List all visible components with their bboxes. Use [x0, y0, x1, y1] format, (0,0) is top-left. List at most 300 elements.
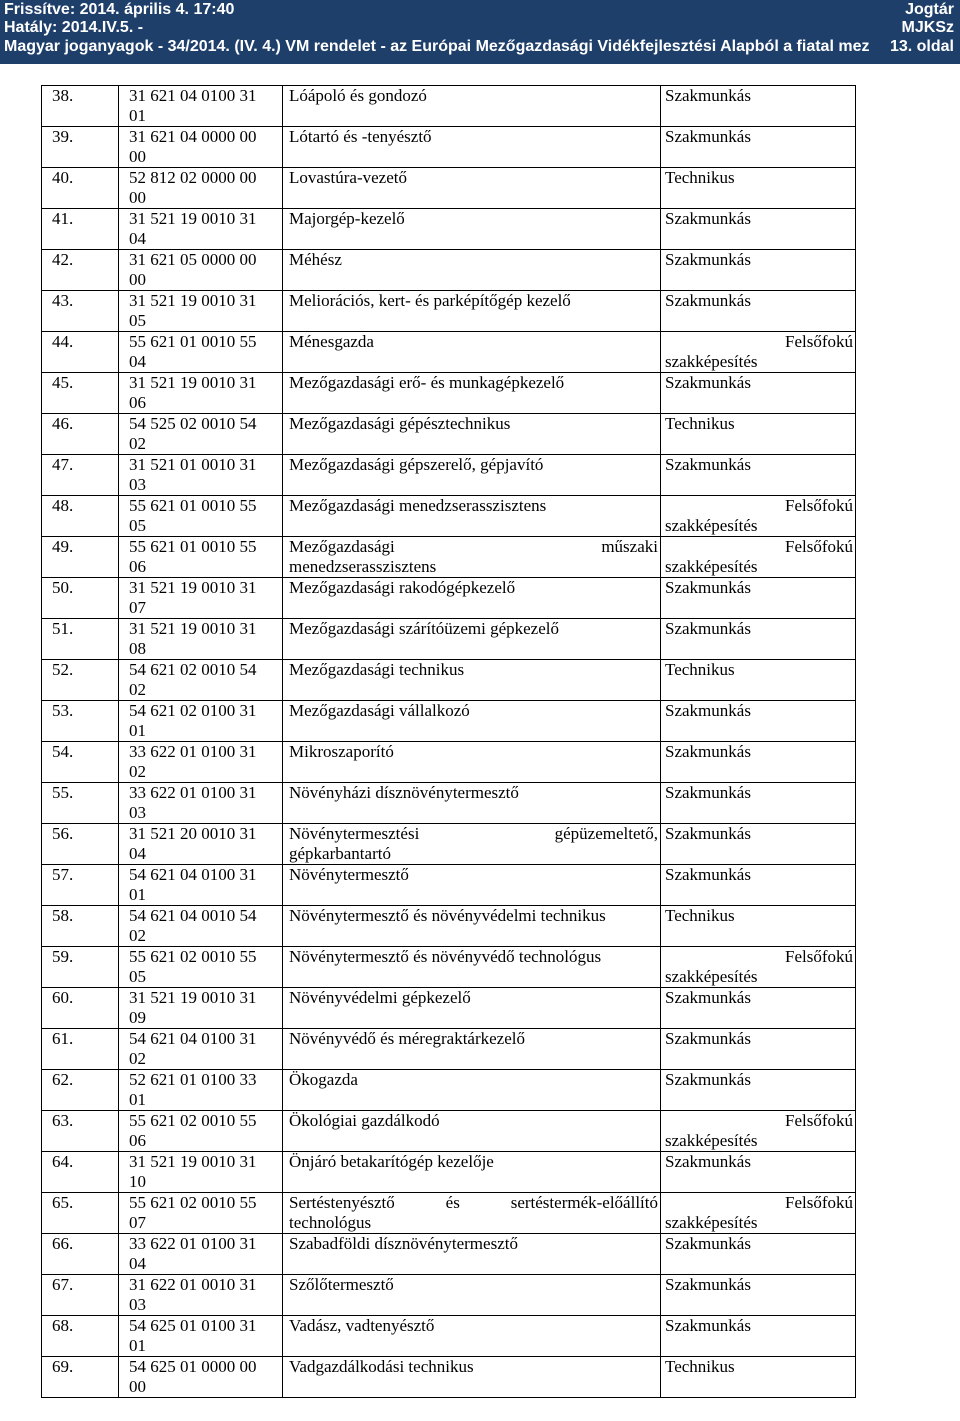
level-line-1: Szakmunkás: [665, 1275, 751, 1294]
level-line-1: Szakmunkás: [665, 1316, 751, 1335]
qualification-name: [283, 455, 661, 496]
table-row: [42, 86, 856, 127]
code-line-2: 04: [129, 229, 146, 248]
qualification-level: [661, 906, 856, 947]
table-row: [42, 455, 856, 496]
qualification-code: [119, 86, 283, 127]
level-line-2: szakképesítés: [665, 1213, 758, 1232]
row-number: 55.: [42, 783, 119, 824]
level-line-2: szakképesítés: [665, 516, 758, 535]
row-number: 62.: [42, 1070, 119, 1111]
document-title: Magyar joganyagok - 34/2014. (IV. 4.) VM rendelet - az Európai Mezőgazdasági Vidékfejlesztési Alapból a fiatal mez: [4, 38, 870, 55]
row-number: 60.: [42, 988, 119, 1029]
qualification-name: [283, 1234, 661, 1275]
row-number: 39.: [42, 127, 119, 168]
qualification-code: [119, 660, 283, 701]
code-line-1: 55 621 02 0010 55: [129, 947, 257, 966]
table-row: [42, 783, 856, 824]
qualification-code: [119, 496, 283, 537]
collection-name: MJKSz: [901, 19, 954, 36]
qualification-name: [283, 824, 661, 865]
code-line-1: 52 621 01 0100 33: [129, 1070, 257, 1089]
qualification-code: [119, 742, 283, 783]
level-line-1: Szakmunkás: [665, 373, 751, 392]
code-line-1: 54 621 02 0010 54: [129, 660, 257, 679]
qualification-level: [661, 947, 856, 988]
code-line-2: 06: [129, 393, 146, 412]
qualification-name: [283, 332, 661, 373]
level-line-1: Szakmunkás: [665, 701, 751, 720]
page-header: [0, 0, 960, 64]
qualification-level: [661, 1357, 856, 1398]
qualification-level: [661, 824, 856, 865]
table-row: [42, 1029, 856, 1070]
qualification-name: [283, 1275, 661, 1316]
qualification-code: [119, 1152, 283, 1193]
level-line-1: Szakmunkás: [665, 742, 751, 761]
code-line-2: 05: [129, 516, 146, 535]
code-line-1: 54 625 01 0000 00: [129, 1357, 257, 1376]
qualification-name: [283, 906, 661, 947]
code-line-2: 08: [129, 639, 146, 658]
table-row: [42, 578, 856, 619]
name-line-1: Vadász, vadtenyésztő: [289, 1316, 435, 1335]
qualification-level: [661, 496, 856, 537]
qualification-name: [283, 291, 661, 332]
code-line-1: 31 521 19 0010 31: [129, 578, 257, 597]
qualification-name: [283, 1316, 661, 1357]
row-number: 46.: [42, 414, 119, 455]
name-line-1: Mikroszaporító: [289, 742, 394, 761]
code-line-1: 55 621 01 0010 55: [129, 496, 257, 515]
level-line-1: Szakmunkás: [665, 291, 751, 310]
qualification-level: [661, 783, 856, 824]
code-line-2: 01: [129, 885, 146, 904]
qualification-name: [283, 86, 661, 127]
name-line-1: Szőlőtermesztő: [289, 1275, 394, 1294]
qualification-code: [119, 1316, 283, 1357]
level-line-1: Felsőfokú: [785, 947, 853, 966]
name-line-1: Mezőgazdasági műszaki: [289, 537, 658, 556]
table-row: [42, 1111, 856, 1152]
code-line-2: 01: [129, 1090, 146, 1109]
qualification-name: [283, 660, 661, 701]
code-line-2: 00: [129, 1377, 146, 1396]
name-line-1: Mezőgazdasági erő- és munkagépkezelő: [289, 373, 565, 392]
table-row: [42, 1070, 856, 1111]
level-line-1: Szakmunkás: [665, 783, 751, 802]
name-line-1: Szabadföldi dísznövénytermesztő: [289, 1234, 518, 1253]
qualification-code: [119, 947, 283, 988]
row-number: 48.: [42, 496, 119, 537]
row-number: 66.: [42, 1234, 119, 1275]
qualification-name: [283, 947, 661, 988]
qualification-code: [119, 1070, 283, 1111]
level-line-1: Felsőfokú: [785, 332, 853, 351]
table-row: [42, 1316, 856, 1357]
code-line-2: 04: [129, 844, 146, 863]
level-line-1: Szakmunkás: [665, 250, 751, 269]
code-line-2: 04: [129, 1254, 146, 1273]
level-line-2: szakképesítés: [665, 1131, 758, 1150]
level-line-1: Szakmunkás: [665, 988, 751, 1007]
code-line-2: 06: [129, 557, 146, 576]
qualification-name: [283, 127, 661, 168]
qualification-name: [283, 1029, 661, 1070]
qualification-code: [119, 824, 283, 865]
name-line-1: Mezőgazdasági gépszerelő, gépjavító: [289, 455, 544, 474]
name-line-1: Sertéstenyésztő és sertéstermék-előállító: [289, 1193, 658, 1212]
row-number: 69.: [42, 1357, 119, 1398]
qualification-name: [283, 988, 661, 1029]
code-line-1: 31 521 19 0010 31: [129, 291, 257, 310]
qualification-level: [661, 619, 856, 660]
row-number: 49.: [42, 537, 119, 578]
row-number: 56.: [42, 824, 119, 865]
name-line-1: Növénytermesztési gépüzemeltető,: [289, 824, 658, 843]
code-line-2: 05: [129, 311, 146, 330]
name-line-1: Mezőgazdasági gépésztechnikus: [289, 414, 511, 433]
level-line-1: Technikus: [665, 168, 735, 187]
qualification-name: [283, 1193, 661, 1234]
qualification-code: [119, 988, 283, 1029]
qualification-code: [119, 578, 283, 619]
qualification-level: [661, 291, 856, 332]
code-line-2: 07: [129, 598, 146, 617]
name-line-1: Méhész: [289, 250, 342, 269]
row-number: 57.: [42, 865, 119, 906]
table-row: [42, 988, 856, 1029]
row-number: 52.: [42, 660, 119, 701]
qualification-code: [119, 373, 283, 414]
level-line-1: Felsőfokú: [785, 1193, 853, 1212]
qualification-level: [661, 578, 856, 619]
code-line-2: 02: [129, 680, 146, 699]
qualification-level: [661, 742, 856, 783]
level-line-1: Technikus: [665, 660, 735, 679]
row-number: 65.: [42, 1193, 119, 1234]
code-line-1: 54 621 04 0010 54: [129, 906, 257, 925]
row-number: 44.: [42, 332, 119, 373]
code-line-1: 55 621 01 0010 55: [129, 537, 257, 556]
level-line-2: szakképesítés: [665, 352, 758, 371]
name-line-2: technológus: [289, 1213, 372, 1232]
table-row: [42, 127, 856, 168]
qualification-name: [283, 496, 661, 537]
name-line-1: Önjáró betakarítógép kezelője: [289, 1152, 494, 1171]
qualification-code: [119, 168, 283, 209]
table-row: [42, 537, 856, 578]
code-line-2: 09: [129, 1008, 146, 1027]
code-line-2: 03: [129, 803, 146, 822]
level-line-1: Szakmunkás: [665, 86, 751, 105]
table-row: [42, 1275, 856, 1316]
level-line-1: Szakmunkás: [665, 1234, 751, 1253]
code-line-2: 01: [129, 106, 146, 125]
code-line-1: 54 621 04 0100 31: [129, 1029, 257, 1048]
code-line-1: 33 622 01 0100 31: [129, 1234, 257, 1253]
qualification-code: [119, 1357, 283, 1398]
qualification-level: [661, 209, 856, 250]
qualification-name: [283, 250, 661, 291]
qualification-code: [119, 619, 283, 660]
code-line-1: 54 621 02 0100 31: [129, 701, 257, 720]
qualification-code: [119, 1275, 283, 1316]
level-line-1: Szakmunkás: [665, 1029, 751, 1048]
name-line-1: Vadgazdálkodási technikus: [289, 1357, 474, 1376]
code-line-2: 01: [129, 1336, 146, 1355]
code-line-1: 31 521 19 0010 31: [129, 619, 257, 638]
name-line-1: Meliorációs, kert- és parképítőgép kezelő: [289, 291, 571, 310]
row-number: 61.: [42, 1029, 119, 1070]
code-line-2: 01: [129, 721, 146, 740]
level-line-1: Felsőfokú: [785, 496, 853, 515]
name-line-1: Növényvédelmi gépkezelő: [289, 988, 471, 1007]
code-line-1: 55 621 02 0010 55: [129, 1193, 257, 1212]
code-line-1: 55 621 01 0010 55: [129, 332, 257, 351]
code-line-2: 02: [129, 762, 146, 781]
code-line-2: 02: [129, 926, 146, 945]
code-line-2: 00: [129, 188, 146, 207]
qualification-level: [661, 1316, 856, 1357]
qualification-level: [661, 455, 856, 496]
row-number: 63.: [42, 1111, 119, 1152]
qualification-level: [661, 988, 856, 1029]
table-row: [42, 414, 856, 455]
table-row: [42, 1234, 856, 1275]
code-line-1: 31 521 19 0010 31: [129, 988, 257, 1007]
qualification-level: [661, 1275, 856, 1316]
name-line-1: Lóápoló és gondozó: [289, 86, 427, 105]
code-line-2: 10: [129, 1172, 146, 1191]
row-number: 58.: [42, 906, 119, 947]
code-line-1: 31 521 20 0010 31: [129, 824, 257, 843]
qualification-name: [283, 578, 661, 619]
row-number: 50.: [42, 578, 119, 619]
qualification-name: [283, 1070, 661, 1111]
level-line-1: Szakmunkás: [665, 619, 751, 638]
qualification-level: [661, 1234, 856, 1275]
qualification-name: [283, 414, 661, 455]
table-row: [42, 209, 856, 250]
row-number: 45.: [42, 373, 119, 414]
code-line-2: 06: [129, 1131, 146, 1150]
name-line-1: Növénytermesztő: [289, 865, 409, 884]
effective-date: Hatály: 2014.IV.5. -: [4, 19, 144, 36]
table-row: [42, 824, 856, 865]
qualification-name: [283, 742, 661, 783]
row-number: 64.: [42, 1152, 119, 1193]
row-number: 68.: [42, 1316, 119, 1357]
level-line-1: Szakmunkás: [665, 1152, 751, 1171]
table-row: [42, 168, 856, 209]
row-number: 40.: [42, 168, 119, 209]
qualification-name: [283, 373, 661, 414]
name-line-1: Ökológiai gazdálkodó: [289, 1111, 440, 1130]
code-line-2: 00: [129, 147, 146, 166]
table-row: [42, 250, 856, 291]
code-line-1: 31 621 04 0000 00: [129, 127, 257, 146]
name-line-2: gépkarbantartó: [289, 844, 391, 863]
qualification-level: [661, 865, 856, 906]
table-row: [42, 1193, 856, 1234]
table-row: [42, 947, 856, 988]
qualification-code: [119, 250, 283, 291]
code-line-1: 31 622 01 0010 31: [129, 1275, 257, 1294]
level-line-1: Technikus: [665, 906, 735, 925]
qualification-code: [119, 906, 283, 947]
level-line-1: Szakmunkás: [665, 1070, 751, 1089]
level-line-1: Szakmunkás: [665, 865, 751, 884]
name-line-1: Lovastúra-vezető: [289, 168, 407, 187]
table-row: [42, 619, 856, 660]
code-line-1: 33 622 01 0100 31: [129, 783, 257, 802]
qualification-code: [119, 1029, 283, 1070]
level-line-1: Szakmunkás: [665, 455, 751, 474]
qualification-level: [661, 1070, 856, 1111]
row-number: 42.: [42, 250, 119, 291]
qualification-level: [661, 1029, 856, 1070]
code-line-1: 54 525 02 0010 54: [129, 414, 257, 433]
code-line-1: 31 621 05 0000 00: [129, 250, 257, 269]
level-line-1: Szakmunkás: [665, 209, 751, 228]
code-line-1: 31 521 19 0010 31: [129, 373, 257, 392]
qualification-code: [119, 537, 283, 578]
row-number: 53.: [42, 701, 119, 742]
code-line-2: 03: [129, 1295, 146, 1314]
level-line-1: Szakmunkás: [665, 578, 751, 597]
name-line-1: Ökogazda: [289, 1070, 358, 1089]
qualification-code: [119, 1234, 283, 1275]
name-line-1: Mezőgazdasági vállalkozó: [289, 701, 470, 720]
level-line-2: szakképesítés: [665, 557, 758, 576]
code-line-2: 05: [129, 967, 146, 986]
level-line-1: Felsőfokú: [785, 537, 853, 556]
code-line-2: 00: [129, 270, 146, 289]
qualification-level: [661, 660, 856, 701]
row-number: 67.: [42, 1275, 119, 1316]
code-line-1: 52 812 02 0000 00: [129, 168, 257, 187]
qualification-code: [119, 1193, 283, 1234]
name-line-1: Majorgép-kezelő: [289, 209, 405, 228]
code-line-2: 03: [129, 475, 146, 494]
qualification-level: [661, 1152, 856, 1193]
page-number: 13. oldal: [889, 38, 954, 55]
code-line-2: 04: [129, 352, 146, 371]
name-line-1: Növénytermesztő és növényvédő technológus: [289, 947, 602, 966]
level-line-1: Szakmunkás: [665, 824, 751, 843]
qualification-level: [661, 332, 856, 373]
qualification-code: [119, 701, 283, 742]
code-line-1: 54 625 01 0100 31: [129, 1316, 257, 1335]
row-number: 41.: [42, 209, 119, 250]
table-row: [42, 1152, 856, 1193]
table-row: [42, 1357, 856, 1398]
qualification-code: [119, 332, 283, 373]
qualification-code: [119, 127, 283, 168]
qualification-table: [41, 85, 856, 1398]
name-line-1: Lótartó és -tenyésztő: [289, 127, 432, 146]
row-number: 38.: [42, 86, 119, 127]
qualification-name: [283, 701, 661, 742]
qualification-level: [661, 373, 856, 414]
qualification-name: [283, 1152, 661, 1193]
table-body: [42, 86, 856, 1398]
table-row: [42, 291, 856, 332]
table-row: [42, 332, 856, 373]
level-line-1: Technikus: [665, 1357, 735, 1376]
name-line-1: Mezőgazdasági menedzserasszisztens: [289, 496, 547, 515]
code-line-2: 02: [129, 1049, 146, 1068]
level-line-1: Szakmunkás: [665, 127, 751, 146]
row-number: 47.: [42, 455, 119, 496]
name-line-1: Növényházi dísznövénytermesztő: [289, 783, 519, 802]
qualification-code: [119, 291, 283, 332]
table-row: [42, 496, 856, 537]
table-row: [42, 742, 856, 783]
qualification-code: [119, 414, 283, 455]
qualification-code: [119, 1111, 283, 1152]
code-line-1: 33 622 01 0100 31: [129, 742, 257, 761]
row-number: 54.: [42, 742, 119, 783]
code-line-1: 55 621 02 0010 55: [129, 1111, 257, 1130]
row-number: 59.: [42, 947, 119, 988]
qualification-level: [661, 86, 856, 127]
qualification-name: [283, 783, 661, 824]
row-number: 51.: [42, 619, 119, 660]
qualification-name: [283, 168, 661, 209]
qualification-name: [283, 1357, 661, 1398]
qualification-name: [283, 1111, 661, 1152]
qualification-level: [661, 1111, 856, 1152]
name-line-1: Növényvédő és méregraktárkezelő: [289, 1029, 525, 1048]
name-line-1: Mezőgazdasági szárítóüzemi gépkezelő: [289, 619, 559, 638]
table-row: [42, 373, 856, 414]
code-line-2: 07: [129, 1213, 146, 1232]
qualification-level: [661, 537, 856, 578]
qualification-name: [283, 209, 661, 250]
qualification-level: [661, 701, 856, 742]
name-line-2: menedzserasszisztens: [289, 557, 437, 576]
table-row: [42, 906, 856, 947]
code-line-1: 31 521 19 0010 31: [129, 209, 257, 228]
code-line-1: 54 621 04 0100 31: [129, 865, 257, 884]
level-line-1: Felsőfokú: [785, 1111, 853, 1130]
qualification-code: [119, 209, 283, 250]
qualification-code: [119, 783, 283, 824]
name-line-1: Mezőgazdasági technikus: [289, 660, 465, 679]
code-line-1: 31 521 19 0010 31: [129, 1152, 257, 1171]
qualification-level: [661, 127, 856, 168]
qualification-code: [119, 865, 283, 906]
name-line-1: Növénytermesztő és növényvédelmi technikus: [289, 906, 606, 925]
qualification-name: [283, 865, 661, 906]
code-line-2: 02: [129, 434, 146, 453]
qualification-level: [661, 250, 856, 291]
row-number: 43.: [42, 291, 119, 332]
level-line-1: Technikus: [665, 414, 735, 433]
qualification-name: [283, 537, 661, 578]
qualification-level: [661, 1193, 856, 1234]
table-row: [42, 865, 856, 906]
qualification-level: [661, 168, 856, 209]
qualification-name: [283, 619, 661, 660]
code-line-1: 31 621 04 0100 31: [129, 86, 257, 105]
updated-date: Frissítve: 2014. április 4. 17:40: [4, 1, 235, 18]
level-line-2: szakképesítés: [665, 967, 758, 986]
table-row: [42, 701, 856, 742]
publisher-name: Jogtár: [905, 1, 954, 18]
